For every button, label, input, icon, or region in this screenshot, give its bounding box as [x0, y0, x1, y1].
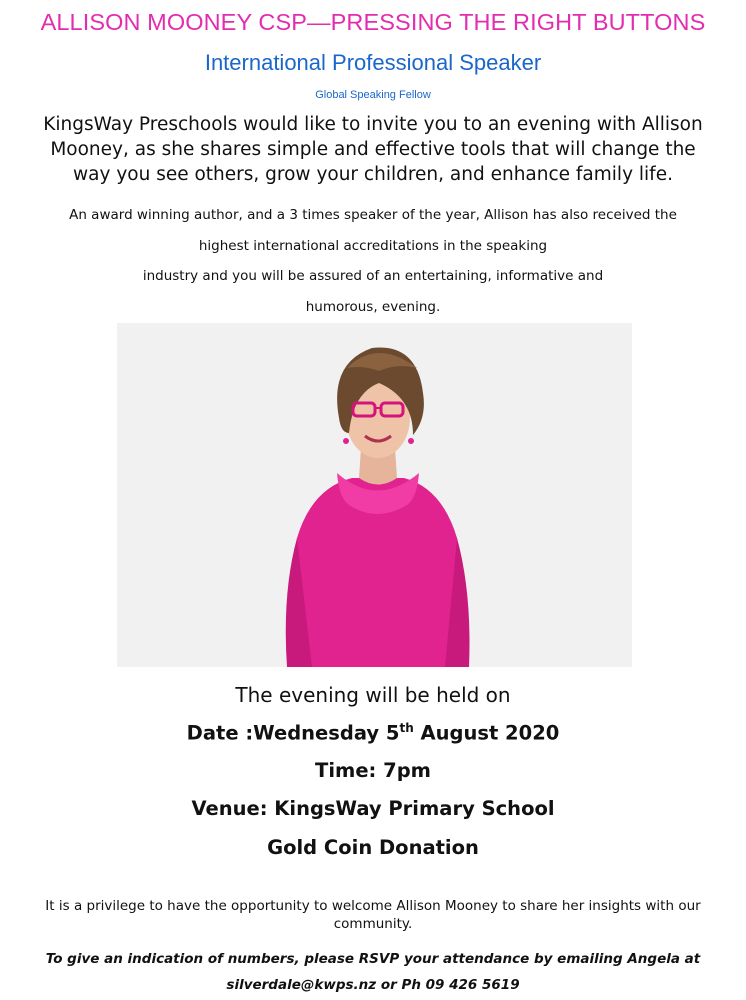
speaker-portrait-icon [117, 323, 632, 667]
event-venue: Venue: KingsWay Primary School [191, 797, 555, 820]
event-date-ordinal: th [399, 721, 414, 735]
event-donation: Gold Coin Donation [267, 836, 479, 859]
bio-line: An award winning author, and a 3 times speaker of the year, Allison has also received the [69, 207, 677, 223]
event-date-suffix: August 2020 [413, 721, 560, 745]
bio-line: industry and you will be assured of an entertaining, informative and [142, 268, 604, 284]
event-date [0, 721, 746, 745]
page-title: ALLISON MOONEY CSP—PRESSING THE RIGHT BUTTONS [40, 9, 706, 35]
rsvp-paragraph [20, 946, 726, 998]
bio-paragraph [40, 200, 706, 322]
bio-line: humorous, evening. [305, 298, 441, 315]
privilege-paragraph: It is a privilege to have the opportunity to welcome Allison Mooney to share her insights with our community. [45, 898, 701, 932]
event-intro: The evening will be held on [235, 683, 511, 707]
rsvp-line: To give an indication of numbers, please RSVP your attendance by emailing Angela at [45, 951, 701, 967]
event-time: Time: 7pm [315, 759, 431, 782]
fellow-caption: Global Speaking Fellow [315, 89, 431, 101]
intro-paragraph: KingsWay Preschools would like to invite you to an evening with Allison Mooney, as she shares simple and effective tools that will change the way you see others, grow your children, and enhance family life. [43, 114, 703, 185]
rsvp-contact: silverdale@kwps.nz or Ph 09 426 5619 [226, 977, 520, 993]
bio-line: highest international accreditations in the speaking [198, 237, 548, 254]
speaker-photo [117, 323, 632, 667]
event-date-prefix: Date :Wednesday 5 [186, 721, 400, 745]
page-subtitle: International Professional Speaker [204, 50, 542, 75]
